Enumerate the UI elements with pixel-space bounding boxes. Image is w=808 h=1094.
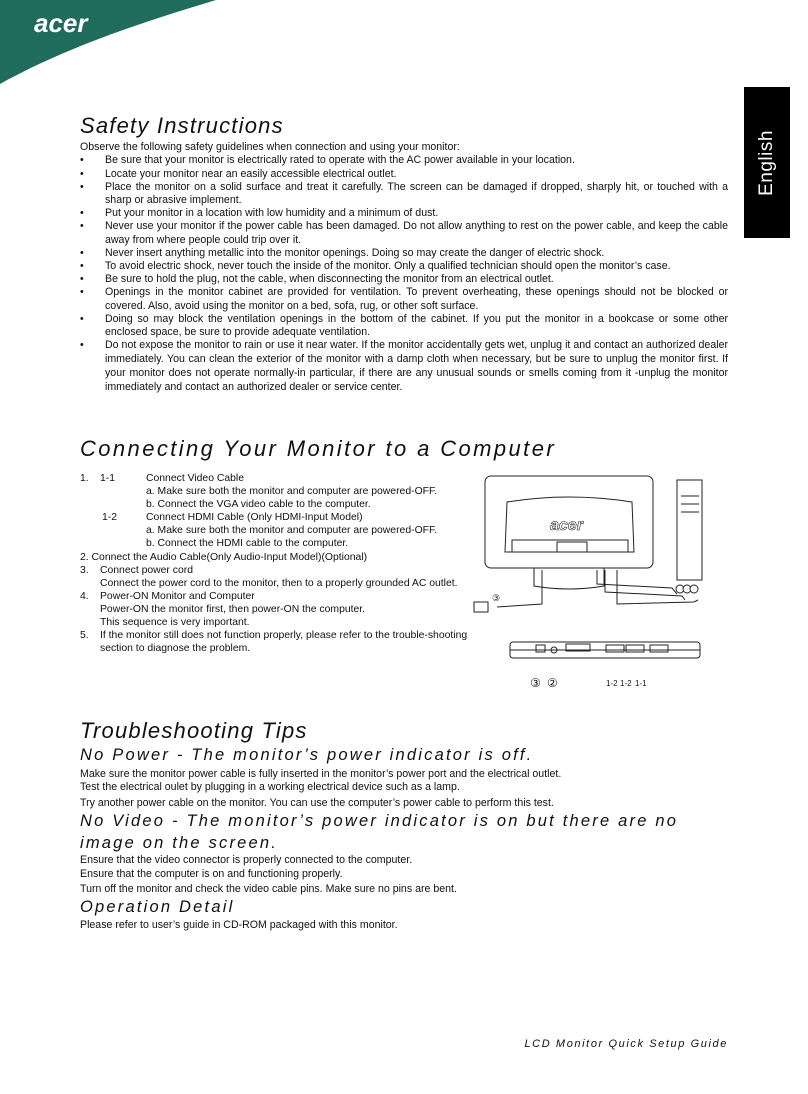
- list-item: • To avoid electric shock, never touch the inside of the monitor. Only a qualified technician should open the monitor’s case.: [80, 260, 728, 273]
- troubleshooting-title: Troubleshooting Tips: [80, 718, 308, 743]
- safety-section: [80, 112, 728, 394]
- step-row: [80, 472, 470, 485]
- no-video-line: Ensure that the video connector is properly connected to the computer.: [80, 854, 413, 867]
- callout-1-2a: 1-2: [606, 679, 618, 688]
- list-item: • Doing so may block the ventilation openings in the bottom of the cabinet. If you put the monitor in a bookcase or some other enclosed space, be sure to provide adequate ventilation.: [80, 313, 728, 339]
- connecting-steps: [80, 472, 470, 655]
- list-item: • Be sure that your monitor is electrically rated to operate with the AC power available in your location.: [80, 154, 728, 167]
- no-power-line: Test the electrical oulet by plugging in a working electrical device such as a lamp.: [80, 781, 460, 794]
- callout-1-1: 1-1: [635, 679, 647, 688]
- step-row: [80, 551, 470, 564]
- troubleshooting-section: [80, 717, 730, 933]
- operation-title: Operation Detail: [80, 898, 235, 917]
- step-row: [80, 564, 470, 577]
- connecting-title: Connecting Your Monitor to a Computer: [80, 436, 557, 461]
- operation-text: Please refer to user’s guide in CD-ROM packaged with this monitor.: [80, 919, 398, 932]
- step-title: Power-ON Monitor and Computer: [100, 590, 255, 602]
- connector-block: [557, 542, 587, 552]
- acer-banner: [0, 0, 230, 85]
- monitor-logo: acer: [550, 517, 583, 534]
- no-power-title: No Power - The monitor’s power indicator is off.: [80, 746, 534, 764]
- callout-1-2b: 1-2: [620, 679, 632, 688]
- list-item: • Be sure to hold the plug, not the cable, when disconnecting the monitor from an electrical outlet.: [80, 273, 728, 286]
- list-item: • Never use your monitor if the power cable has been damaged. Do not allow anything to rest on the power cable, and keep the cable away from where people could trip over it.: [80, 220, 728, 246]
- step-number: 3.: [80, 564, 89, 576]
- power-cable: [497, 570, 542, 607]
- monitor-stand: [534, 568, 604, 589]
- step-text: Connect HDMI Cable (Only HDMI-Input Model): [146, 512, 363, 524]
- step-row: [80, 524, 470, 537]
- no-video-line: Turn off the monitor and check the video cable pins. Make sure no pins are bent.: [80, 883, 457, 896]
- safety-title: Safety Instructions: [80, 113, 284, 138]
- step-sub-number: 1-2: [102, 512, 118, 524]
- step-text: a. Make sure both the monitor and computer are powered-OFF.: [146, 486, 438, 498]
- pc-tower: [677, 480, 702, 580]
- step-row: [80, 603, 470, 616]
- safety-list: [80, 154, 728, 394]
- step-text: 2. Connect the Audio Cable(Only Audio-Input Model)(Optional): [80, 551, 368, 563]
- step-number: 4.: [80, 590, 89, 602]
- safety-intro: Observe the following safety guidelines when connection and using your monitor:: [80, 141, 460, 153]
- callout-3: ③: [530, 676, 541, 690]
- step-number: 5.: [80, 630, 89, 642]
- no-video-title: No Video - The monitor’s power indicator is on but there are no image on the screen.: [80, 812, 679, 853]
- list-item: • Openings in the monitor cabinet are provided for ventilation. To prevent overheating, these openings should not be blocked or covered. Also, avoid using the monitor on a bed, sofa, rug, or other soft surface.: [80, 286, 728, 312]
- list-item: • Place the monitor on a solid surface and treat it carefully. The screen can be damaged if dropped, sharply hit, or touched with a sharp or abrasive implement.: [80, 181, 728, 207]
- step-row: [80, 498, 470, 511]
- step-text: a. Make sure both the monitor and computer are powered-OFF.: [146, 525, 438, 537]
- step-desc: If the monitor still does not function properly, please refer to the trouble-shooting section to diagnose the problem.: [100, 630, 468, 655]
- plug-number-label: ③: [492, 593, 501, 603]
- step-sub-number: 1-1: [100, 473, 116, 484]
- list-item: • Locate your monitor near an easily accessible electrical outlet.: [80, 168, 728, 181]
- step-number: 1.: [80, 473, 89, 484]
- callout-2: ②: [547, 676, 558, 690]
- no-power-line: Make sure the monitor power cable is fully inserted in the monitor’s power port and the electrical outlet.: [80, 768, 562, 780]
- acer-logo: acer: [34, 8, 88, 38]
- step-title: Connect power cord: [100, 564, 193, 576]
- step-row: [80, 590, 470, 603]
- footer-guide-title: LCD Monitor Quick Setup Guide: [524, 1038, 728, 1050]
- step-desc: Power-ON the monitor first, then power-ON the computer.: [100, 603, 366, 615]
- list-item: • Put your monitor in a location with low humidity and a minimum of dust.: [80, 207, 728, 220]
- step-row: [80, 629, 470, 655]
- step-text: b. Connect the VGA video cable to the computer.: [146, 499, 371, 511]
- step-row: [80, 485, 470, 498]
- list-item: • Do not expose the monitor to rain or use it near water. If the monitor accidentally gets wet, unplug it and contact an authorized dealer immediately. You can clean the exterior of the monitor with a damp cloth when necessary, but be sure to unplug the monitor first. If your monitor does not operate normally-in particular, if there are any unusual sounds or smells coming from it -unplug the monitor immediately and contact an authorized dealer or service center.: [80, 339, 728, 394]
- no-power-line: Try another power cable on the monitor. You can use the computer’s power cable to perform this test.: [80, 796, 554, 809]
- language-label: English: [756, 129, 777, 196]
- no-video-line: Ensure that the computer is on and functioning properly.: [80, 867, 343, 880]
- step-desc: Connect the power cord to the monitor, then to a properly grounded AC outlet.: [100, 577, 458, 589]
- power-plug: [474, 602, 488, 612]
- step-row: [80, 537, 470, 550]
- connection-diagram: [472, 474, 704, 696]
- step-row: [80, 511, 470, 524]
- step-text: Connect Video Cable: [146, 473, 245, 484]
- list-item: • Never insert anything metallic into the monitor openings. Doing so may create the danger of electric shock.: [80, 247, 728, 260]
- step-text: b. Connect the HDMI cable to the computer.: [146, 538, 349, 550]
- vga-cable: [597, 570, 677, 594]
- step-desc: This sequence is very important.: [100, 617, 250, 629]
- step-row: [80, 616, 470, 629]
- language-tab: [744, 87, 790, 238]
